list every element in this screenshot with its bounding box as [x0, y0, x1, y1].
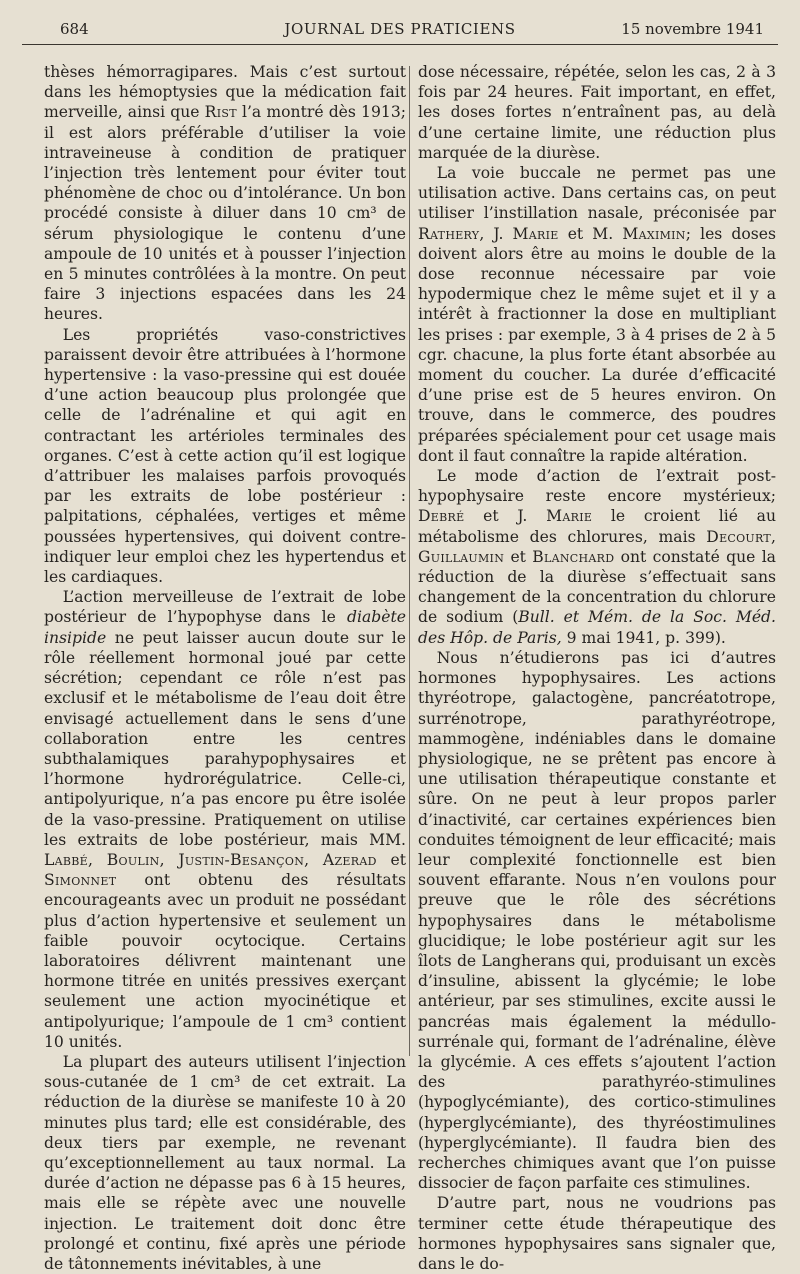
- paragraph-continued: dose nécessaire, répétée, selon les cas, 2 à 3 fois par 24 heures. Fait important, en effet, les doses fortes n’entraînent pas, au delà d’une certaine limite, une réduction plus marquée de la diurèse.: [418, 63, 776, 162]
- author-name: Rist: [204, 103, 237, 122]
- author-name: Simonnet: [44, 871, 117, 890]
- author-name: Debré: [418, 507, 465, 526]
- paragraph-injection: La plupart des auteurs utilisent l’injection sous-cutanée de 1 cm³ de cet extrait. La réduction de la diurèse se manifeste 10 à 20 minutes plus tard; elle est considérable, des deux tiers par exemple, ne revenant qu’exceptionnellement au taux normal. La durée d’action ne dépasse pas 6 à 15 heures, mais elle se répète avec une nouvelle injection. Le traitement doit donc être prolongé et continu, fixé après une période de tâtonnements inévitables, à une: [44, 1052, 406, 1273]
- author-name: Rathery: [418, 224, 480, 243]
- paragraph-mode-of-action: Le mode d’action de l’extrait post-hypophysaire reste encore mystérieux; Debré et J. Marie le croient lié au métabolisme des chlorures, mais Decourt, Guillaumin et Blanchard ont constaté que la réduction de la diurèse s’effectuait sans changement de la concentration du chlorure de sodium (Bull. et Mém. de la Soc. Méd. des Hôp. de Paris, 9 mai 1941, p. 399).: [418, 467, 776, 647]
- page-header: [22, 14, 778, 45]
- author-name: Marie: [546, 507, 593, 526]
- paragraph-vasopressin: Les propriétés vaso-constrictives paraissent devoir être attribuées à l’hormone hypertensive : la vaso-pressine qui est douée d’une action beaucoup plus prolongée que celle de l’adrénaline et qui agit en contractant les artérioles terminales des organes. C’est à cette action qu’il est logique d’attribuer les malaises parfois provoqués par les extraits de lobe postérieur : palpitations, céphalées, vertiges et même poussées hypertensives, qui doivent contre-indiquer leur emploi chez les hypertendus et les cardiaques.: [44, 325, 406, 587]
- emphasis-term: diabète insipide: [44, 608, 406, 647]
- page-number: 684: [60, 20, 89, 38]
- paragraph-closing: D’autre part, nous ne voudrions pas terminer cette étude thérapeutique des hormones hypophysaires sans signaler que, dans le do-: [418, 1194, 776, 1273]
- author-name: Marie: [512, 224, 559, 243]
- citation: Bull. et Mém. de la Soc. Méd. des Hôp. de Paris,: [418, 608, 776, 647]
- paragraph-continued: thèses hémorragipares. Mais c’est surtout dans les hémoptysies que la médication fait merveille, ainsi que Rist l’a montré dès 1913; il est alors préférable d’utiliser la voie intraveineuse à condition de pratiquer l’injection très lentement pour éviter tout phénomène de choc ou d’intolérance. Un bon procédé consiste à diluer dans 10 cm³ de sérum physiologique le contenu d’une ampoule de 10 unités et à pousser l’injection en 5 minutes contrôlées à la montre. On peut faire 3 injections espacées dans les 24 heures.: [44, 63, 406, 324]
- paragraph-other-hormones: Nous n’étudierons pas ici d’autres hormones hypophysaires. Les actions thyréotrope, galactogène, pancréatotrope, surrénotrope, parathyréotrope, mammogène, indéniables dans le domaine physiologique, ne se prêtent pas encore à une utilisation thérapeutique constante et sûre. On ne peut à leur propos parler d’inactivité, car certaines expériences bien conduites témoignent de leur efficacité; mais leur complexité fonctionnelle est bien souvent effarante. Nous n’en voulons pour preuve que le rôle des sécrétions hypophysaires dans le métabolisme glucidique; le lobe postérieur agit sur les îlots de Langherans qui, produisant un excès d’insuline, abissent la glycémie; le lobe antérieur, par ses stimulines, excite aussi le pancréas mais également la médullo-surrénale qui, formant de l’adrénaline, élève la glycémie. A ces effets s’ajoutent l’action des parathyréo-stimulines (hypoglycémiante), des cortico-stimulines (hyperglycémiante), des thyréostimulines (hyperglycémiante). Il faudra bien des recherches chimiques avant que l’on puisse dissocier de façon parfaite ces stimulines.: [418, 648, 776, 1193]
- author-name: Maximin: [622, 224, 686, 243]
- left-column: [44, 62, 406, 1273]
- issue-date: 15 novembre 1941: [621, 20, 764, 38]
- paragraph-diabetes-insipidus: L’action merveilleuse de l’extrait de lobe postérieur de l’hypophyse dans le diabète insipide ne peut laisser aucun doute sur le rôle réellement hormonal joué par cette sécrétion; cependant ce rôle n’est pas exclusif et le métabolisme de l’eau doit être envisagé actuellement dans le sens d’une collaboration entre les centres subthalamiques parahypophysaires et l’hormone hydrorégulatrice. Celle-ci, antipolyurique, n’a pas encore pu être isolée de la vaso-pressine. Pratiquement on utilise les extraits de lobe postérieur, mais MM. Labbé, Boulin, Justin-Besançon, Azerad et Simonnet ont obtenu des résultats encourageants avec un produit ne possédant plus d’action hypertensive et seulement un faible pouvoir ocytocique. Certains laboratoires délivrent maintenant une hormone titrée en unités pressives exerçant seulement une action myocinétique et antipolyurique; l’ampoule de 1 cm³ contient 10 unités.: [44, 588, 406, 1051]
- paragraph-nasal-route: La voie buccale ne permet pas une utilisation active. Dans certains cas, on peut utiliser l’instillation nasale, préconisée par Rathery, J. Marie et M. Maximin; les doses doivent alors être au moins le double de la dose reconnue nécessaire par voie hypodermique chez le même sujet et il y a intérêt à fractionner la dose en multipliant les prises : par exemple, 3 à 4 prises de 2 à 5 cgr. chacune, la plus forte étant absorbée au moment du coucher. La durée d’efficacité d’une prise est de 5 heures environ. On trouve, dans le commerce, des poudres préparées spécialement pour cet usage mais dont il faut connaître la rapide altération.: [418, 164, 777, 465]
- author-name: Decourt: [706, 527, 772, 546]
- author-name: Boulin: [106, 850, 160, 869]
- author-name: Azerad: [322, 850, 377, 869]
- author-name: Guillaumin: [418, 547, 505, 566]
- column-divider: [409, 66, 410, 1056]
- right-column: [418, 62, 777, 1273]
- journal-title: JOURNAL DES PRATICIENS: [284, 20, 516, 38]
- author-name: Labbé: [44, 850, 88, 869]
- author-name: Blanchard: [532, 547, 615, 566]
- author-name: Justin-Besançon: [178, 850, 305, 869]
